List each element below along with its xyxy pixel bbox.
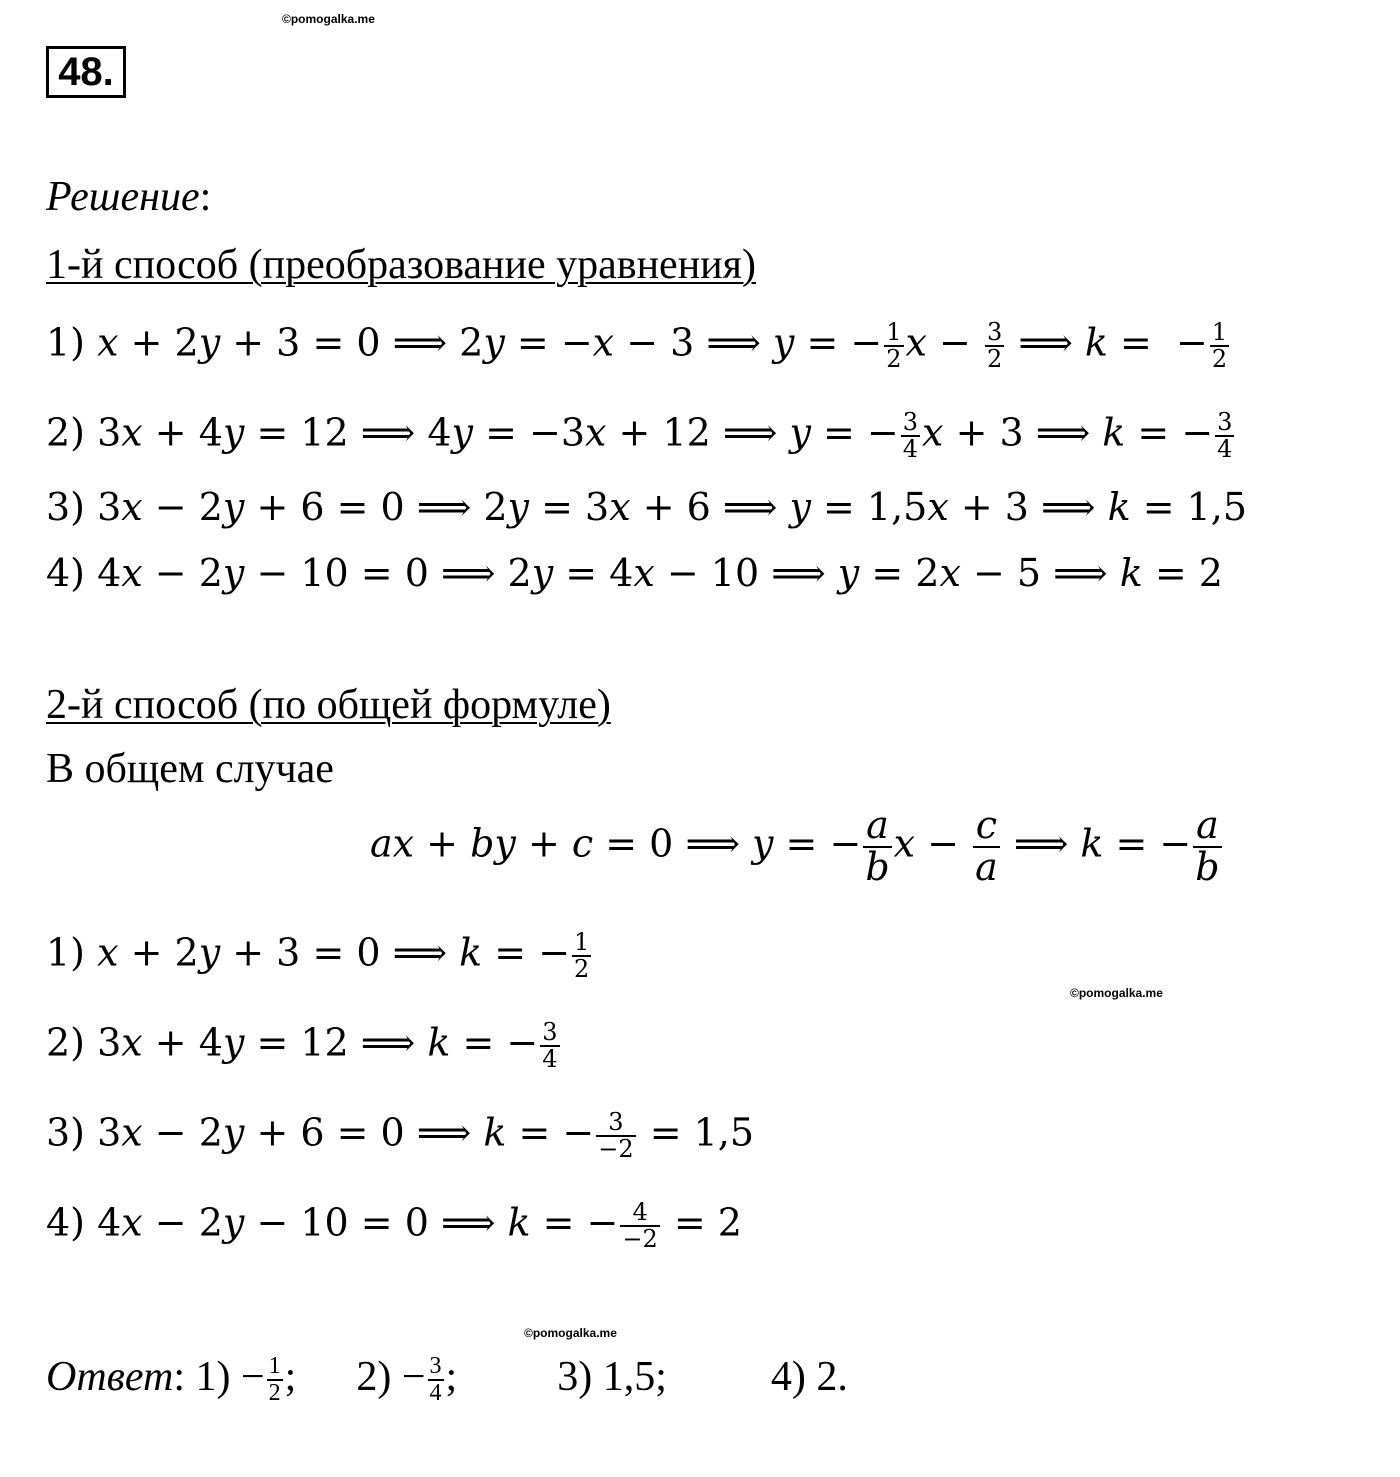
method2-line-4: 4) 4x − 2y − 10 = 0 ⟹ k = − $\frac{4}{-2}$ = 2 (46, 1198, 742, 1254)
watermark-middle: ©pomogalka.me (1070, 986, 1163, 1000)
problem-number: 48. (46, 46, 126, 98)
answer-item-2: 2) − $\frac{3}{4}$ ; (356, 1353, 458, 1407)
method2-line-3: 3) 3x − 2y + 6 = 0 ⟹ k = − $\frac{3}{-2}$ = 1,5 (46, 1108, 755, 1164)
method1-line-1: 1) x + 2y + 3 = 0 ⟹ 2y = −x − 3 ⟹ y = − $\frac{1}{2}$ x − $\frac{3}{2}$ ⟹ k = − $\frac{1}{2}$ (46, 318, 1228, 374)
method2-title: 2-й способ (по общей формуле) (46, 682, 611, 728)
method2-intro: В общем случае (46, 746, 334, 792)
answer-item-4: 4) 2. (770, 1353, 848, 1400)
answer-line: Ответ: 1) − $\frac{1}{2}$ ; 2) − $\frac{3}{4}$ ; 3) 1,5; 4) 2. (46, 1353, 848, 1407)
watermark-top: ©pomogalka.me (282, 12, 375, 26)
method1-line-2: 2) 3x + 4y = 12 ⟹ 4y = −3x + 12 ⟹ y = − $\frac{3}{4}$ x + 3 ⟹ k = − $\frac{3}{4}$ (46, 408, 1233, 464)
method1-line-3: 3) 3x − 2y + 6 = 0 ⟹ 2y = 3x + 6 ⟹ y = 1,5x + 3 ⟹ k = 1,5 (46, 485, 1248, 529)
method1-line-4: 4) 4x − 2y − 10 = 0 ⟹ 2y = 4x − 10 ⟹ y = 2x − 5 ⟹ k = 2 (46, 551, 1223, 595)
answer-item-3: 3) 1,5; (557, 1353, 667, 1400)
method2-line-2: 2) 3x + 4y = 12 ⟹ k = − $\frac{3}{4}$ (46, 1018, 558, 1074)
watermark-bottom: ©pomogalka.me (524, 1326, 617, 1340)
method1-title: 1-й способ (преобразование уравнения) (46, 242, 756, 288)
answer-item-1: 1) − $\frac{1}{2}$ ; (195, 1353, 297, 1407)
solution-heading: Решение: (46, 174, 212, 220)
general-formula: ax + by + c = 0 ⟹ y = − $\frac{a}{b}$ x − $\frac{c}{a}$ ⟹ k = − $\frac{a}{b}$ (370, 803, 1220, 889)
method2-line-1: 1) x + 2y + 3 = 0 ⟹ k = − $\frac{1}{2}$ (46, 928, 590, 984)
